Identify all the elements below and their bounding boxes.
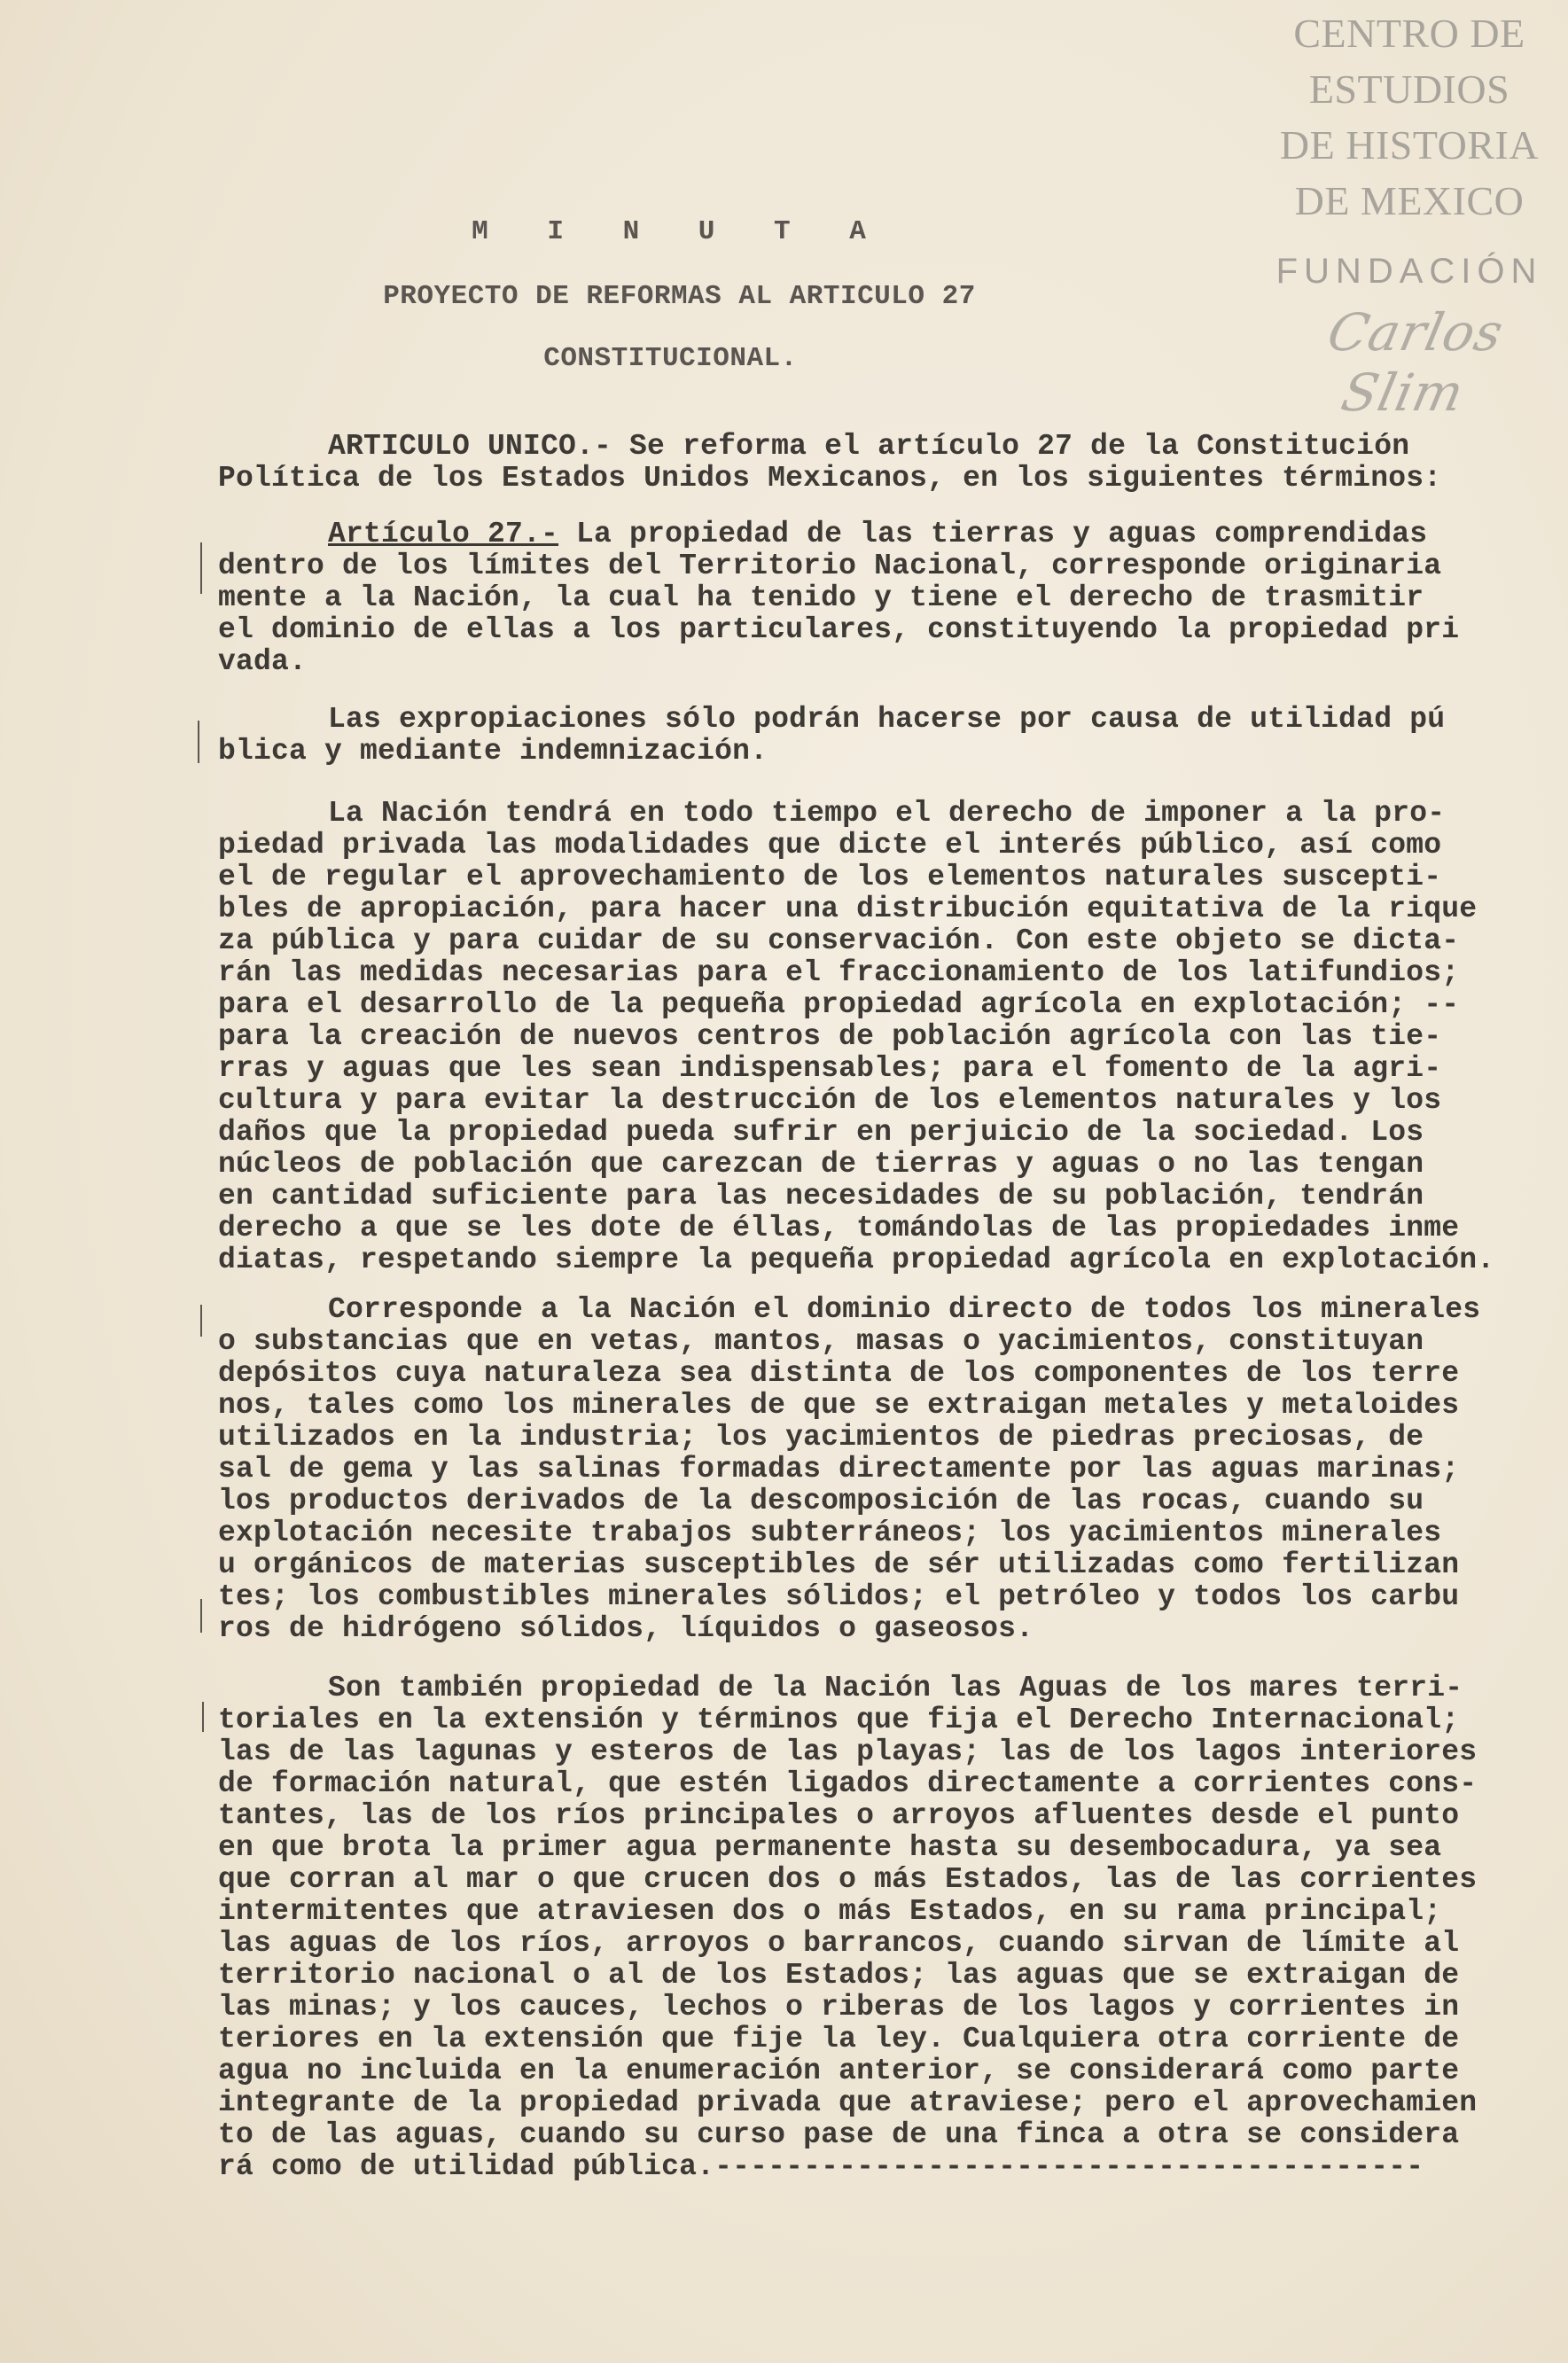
text-line: blica y mediante indemnización. bbox=[218, 735, 768, 768]
text-line: rá como de utilidad pública.---------------------------------------- bbox=[218, 2150, 1424, 2183]
margin-mark bbox=[200, 542, 202, 594]
text-line: toriales en la extensión y términos que fija el Derecho Internacional; bbox=[218, 1704, 1460, 1736]
text-line: las minas; y los cauces, lechos o riberas de los lagos y corrientes in bbox=[218, 1991, 1460, 2024]
text-line: Política de los Estados Unidos Mexicanos, en los siguientes términos: bbox=[218, 462, 1442, 495]
text-line: nos, tales como los minerales de que se extraigan metales y metaloides bbox=[218, 1389, 1460, 1422]
text-line: intermitentes que atraviesen dos o más Estados, en su rama principal; bbox=[218, 1895, 1442, 1928]
text-line: vada. bbox=[218, 645, 308, 678]
text-line: diatas, respetando siempre la pequeña propiedad agrícola en explotación. bbox=[218, 1244, 1495, 1276]
text-line: los productos derivados de la descomposición de las rocas, cuando su bbox=[218, 1485, 1424, 1517]
watermark-line: DE HISTORIA bbox=[1279, 122, 1540, 168]
text-line: las aguas de los ríos, arroyos o barrancos, cuando sirvan de límite al bbox=[218, 1927, 1460, 1960]
text-line: en cantidad suficiente para las necesidades de su población, tendrán bbox=[218, 1180, 1424, 1213]
article-label: Artículo 27.- bbox=[328, 518, 559, 550]
text-line: za pública y para cuidar de su conservación. Con este objeto se dicta- bbox=[218, 924, 1460, 957]
text-line: en que brota la primer agua permanente hasta su desembocadura, ya sea bbox=[218, 1831, 1442, 1864]
text-line: rán las medidas necesarias para el fraccionamiento de los latifundios; bbox=[218, 956, 1460, 989]
document-title: M I N U T A bbox=[472, 216, 887, 247]
text-line: tantes, las de los ríos principales o arroyos afluentes desde el punto bbox=[218, 1799, 1460, 1832]
text-line: depósitos cuya naturaleza sea distinta de los componentes de los terre bbox=[218, 1357, 1460, 1390]
text-line: rras y aguas que les sean indispensables; para el fomento de la agri- bbox=[218, 1052, 1442, 1085]
paragraph-nacion bbox=[218, 798, 1530, 1276]
text-line: agua no incluida en la enumeración anterior, se considerará como parte bbox=[218, 2055, 1460, 2087]
watermark-fundacion: FUNDACIÓN bbox=[1275, 252, 1543, 291]
text-line: sal de gema y las salinas formadas directamente por las aguas marinas; bbox=[218, 1453, 1460, 1486]
text-line: dentro de los límites del Territorio Nacional, corresponde originaria bbox=[218, 550, 1442, 582]
text-line: derecho a que se les dote de éllas, tomándolas de las propiedades inme bbox=[218, 1212, 1460, 1244]
text-line: to de las aguas, cuando su curso pase de una finca a otra se considera bbox=[218, 2118, 1460, 2151]
text-line: utilizados en la industria; los yacimientos de piedras preciosas, de bbox=[218, 1421, 1424, 1454]
text-line: que corran al mar o que crucen dos o más Estados, las de las corrientes bbox=[218, 1863, 1478, 1896]
text-line: ARTICULO UNICO.- Se reforma el artículo 27 de la Constitución bbox=[328, 430, 1410, 463]
text-line: el dominio de ellas a los particulares, constituyendo la propiedad pri bbox=[218, 613, 1460, 646]
text-line: ros de hidrógeno sólidos, líquidos o gaseosos. bbox=[218, 1612, 1034, 1645]
text-line: Corresponde a la Nación el dominio directo de todos los minerales bbox=[328, 1293, 1481, 1326]
text-line: tes; los combustibles minerales sólidos; el petróleo y todos los carbu bbox=[218, 1580, 1460, 1613]
watermark-line: ESTUDIOS bbox=[1308, 66, 1510, 112]
text-line: territorio nacional o al de los Estados; las aguas que se extraigan de bbox=[218, 1959, 1460, 1992]
text-line: daños que la propiedad pueda sufrir en perjuicio de la sociedad. Los bbox=[218, 1116, 1424, 1149]
text-line: Son también propiedad de la Nación las Aguas de los mares terri- bbox=[328, 1672, 1463, 1704]
text-line: Las expropiaciones sólo podrán hacerse por causa de utilidad pú bbox=[328, 703, 1446, 736]
paragraph-minerales bbox=[218, 1294, 1530, 1645]
text-line: cultura y para evitar la destrucción de los elementos naturales y los bbox=[218, 1084, 1442, 1117]
text-line: integrante de la propiedad privada que atraviese; pero el aprovechamien bbox=[218, 2086, 1478, 2119]
margin-mark bbox=[200, 1305, 202, 1337]
text-line: o substancias que en vetas, mantos, masas o yacimientos, constituyan bbox=[218, 1325, 1424, 1358]
text-line: mente a la Nación, la cual ha tenido y tiene el derecho de trasmitir bbox=[218, 581, 1424, 614]
watermark-line: CENTRO DE bbox=[1293, 11, 1525, 56]
text-line: La Nación tendrá en todo tiempo el derecho de imponer a la pro- bbox=[328, 797, 1446, 830]
text-line: el de regular el aprovechamiento de los elementos naturales suscepti- bbox=[218, 861, 1442, 893]
watermark-signature-logo: Carlos Slim bbox=[1322, 302, 1509, 423]
margin-mark bbox=[200, 1599, 202, 1633]
document-subtitle-2: CONSTITUCIONAL. bbox=[543, 343, 798, 374]
text-line: La propiedad de las tierras y aguas comprendidas bbox=[558, 518, 1428, 550]
paragraph-articulo-unico bbox=[218, 431, 1530, 495]
paragraph-articulo-27 bbox=[218, 519, 1530, 678]
text-line: para el desarrollo de la pequeña propiedad agrícola en explotación; -- bbox=[218, 988, 1460, 1021]
margin-mark bbox=[198, 721, 199, 763]
text-line: teriores en la extensión que fije la ley. Cualquiera otra corriente de bbox=[218, 2023, 1460, 2055]
text-line: bles de apropiación, para hacer una distribución equitativa de la rique bbox=[218, 893, 1478, 925]
text-line: las de las lagunas y esteros de las playas; las de los lagos interiores bbox=[218, 1735, 1478, 1768]
text-line: explotación necesite trabajos subterráneos; los yacimientos minerales bbox=[218, 1517, 1442, 1549]
text-line: u orgánicos de materias susceptibles de sér utilizadas como fertilizan bbox=[218, 1548, 1460, 1581]
text-line: para la creación de nuevos centros de población agrícola con las tie- bbox=[218, 1020, 1442, 1053]
document-subtitle: PROYECTO DE REFORMAS AL ARTICULO 27 bbox=[383, 281, 976, 312]
margin-mark bbox=[202, 1702, 204, 1732]
text-line: núcleos de población que carezcan de tierras y aguas o no las tengan bbox=[218, 1148, 1424, 1181]
paragraph-aguas bbox=[218, 1673, 1530, 2183]
paragraph-expropiaciones bbox=[218, 704, 1530, 768]
watermark-line: DE MEXICO bbox=[1294, 178, 1525, 223]
text-line: piedad privada las modalidades que dicte el interés público, así como bbox=[218, 829, 1442, 862]
text-line: de formación natural, que estén ligados directamente a corrientes cons- bbox=[218, 1767, 1478, 1800]
